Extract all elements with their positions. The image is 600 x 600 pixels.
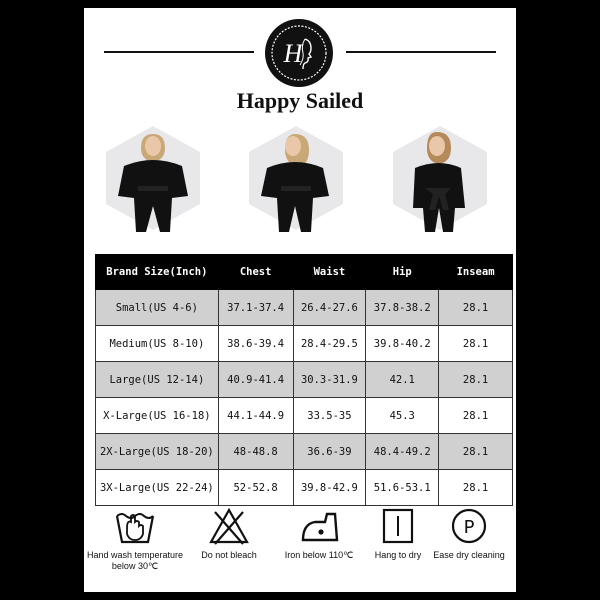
header-hip: Hip (366, 255, 439, 290)
waist-value: 28.4-29.5 (293, 326, 366, 362)
size-label: X-Large(US 16-18) (96, 398, 219, 434)
header-rule-right (346, 51, 496, 53)
care-no-bleach (186, 506, 272, 561)
inseam-value: 28.1 (439, 326, 513, 362)
hip-value: 48.4-49.2 (366, 434, 439, 470)
brand-name: Happy Sailed (236, 88, 364, 113)
inseam-value: 28.1 (439, 434, 513, 470)
care-label-dry-clean: Ease dry cleaning (433, 550, 505, 560)
header-brand-size: Brand Size(Inch) (96, 255, 219, 290)
care-label-no-bleach: Do not bleach (201, 550, 257, 560)
care-iron (274, 506, 364, 561)
table-row (96, 290, 513, 326)
header-rule-left (104, 51, 254, 53)
hip-value: 42.1 (366, 362, 439, 398)
table-row (96, 326, 513, 362)
product-photo-front (102, 124, 204, 232)
hang-dry-icon (376, 506, 420, 546)
product-photo-belted (389, 124, 491, 232)
table-header-row (96, 255, 513, 290)
dry-clean-icon (447, 506, 491, 546)
hip-value: 37.8-38.2 (366, 290, 439, 326)
care-label-hang-dry: Hang to dry (374, 550, 422, 560)
hip-value: 51.6-53.1 (366, 470, 439, 506)
inseam-value: 28.1 (439, 398, 513, 434)
do-not-bleach-icon (207, 506, 251, 546)
waist-value: 30.3-31.9 (293, 362, 366, 398)
header-inseam: Inseam (439, 255, 513, 290)
table-row (96, 470, 513, 506)
size-chart-table (95, 254, 513, 506)
waist-value: 39.8-42.9 (293, 470, 366, 506)
size-label: 2X-Large(US 18-20) (96, 434, 219, 470)
size-label: 3X-Large(US 22-24) (96, 470, 219, 506)
care-dry-clean (424, 506, 514, 561)
chest-value: 38.6-39.4 (218, 326, 293, 362)
care-label-hand-wash: Hand wash temperature below 30℃ (86, 550, 184, 571)
care-label-iron: Iron below 110℃ (284, 550, 354, 560)
chest-value: 44.1-44.9 (218, 398, 293, 434)
chest-value: 40.9-41.4 (218, 362, 293, 398)
chest-value: 48-48.8 (218, 434, 293, 470)
care-hang-dry (366, 506, 430, 561)
size-label: Large(US 12-14) (96, 362, 219, 398)
table-row (96, 398, 513, 434)
inseam-value: 28.1 (439, 362, 513, 398)
chest-value: 52-52.8 (218, 470, 293, 506)
inseam-value: 28.1 (439, 470, 513, 506)
hip-value: 39.8-40.2 (366, 326, 439, 362)
iron-low-icon (297, 506, 341, 546)
chest-value: 37.1-37.4 (218, 290, 293, 326)
size-chart-card (84, 8, 516, 592)
brand-logo-icon (265, 19, 333, 87)
header-chest: Chest (218, 255, 293, 290)
table-row (96, 362, 513, 398)
size-label: Medium(US 8-10) (96, 326, 219, 362)
product-photo-side (245, 124, 347, 232)
inseam-value: 28.1 (439, 290, 513, 326)
waist-value: 36.6-39 (293, 434, 366, 470)
svg-text:P: P (463, 517, 475, 538)
header-waist: Waist (293, 255, 366, 290)
size-label: Small(US 4-6) (96, 290, 219, 326)
hip-value: 45.3 (366, 398, 439, 434)
waist-value: 26.4-27.6 (293, 290, 366, 326)
care-hand-wash (86, 506, 184, 572)
table-row (96, 434, 513, 470)
waist-value: 33.5-35 (293, 398, 366, 434)
hand-wash-icon (113, 506, 157, 546)
svg-text:H: H (283, 39, 303, 68)
